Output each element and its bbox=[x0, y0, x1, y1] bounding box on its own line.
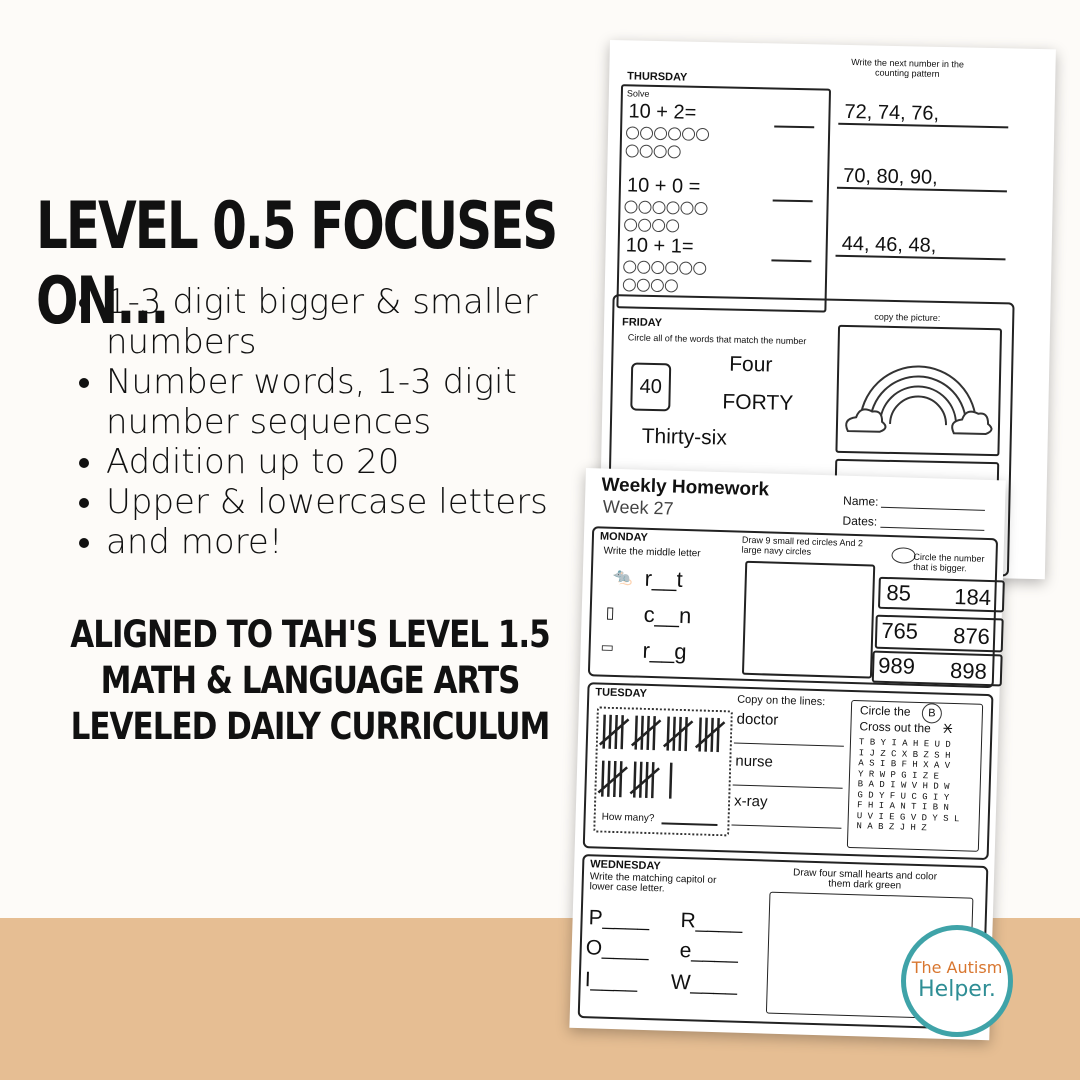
counter-circles bbox=[625, 126, 716, 164]
letter-blank: O____ bbox=[585, 936, 650, 962]
letter-grid-row: T B Y I A H E U D bbox=[858, 737, 951, 750]
dates-label: Dates: bbox=[842, 513, 878, 529]
letter-grid-row: I J Z C X B Z S H bbox=[858, 747, 951, 761]
letter-blank: P____ bbox=[588, 906, 650, 932]
number-card: 40 bbox=[630, 363, 671, 412]
number-pair bbox=[878, 577, 1005, 613]
letter-grid-row: U V I E G V D Y S L bbox=[856, 810, 960, 824]
aligned-text bbox=[40, 612, 580, 750]
circle-letter: B bbox=[922, 703, 943, 724]
copy-picture-label: copy the picture: bbox=[874, 311, 941, 323]
focus-item: • Addition up to 20 bbox=[106, 442, 626, 482]
number-word: Thirty-six bbox=[641, 424, 728, 450]
copy-word: doctor bbox=[736, 710, 779, 729]
copy-word: x-ray bbox=[733, 792, 768, 811]
pattern-instruction: Write the next number in the counting pattern bbox=[851, 57, 965, 79]
autism-helper-logo bbox=[901, 925, 1013, 1037]
focus-list bbox=[70, 282, 626, 562]
number-word: FORTY bbox=[722, 390, 794, 415]
number-word: Four bbox=[728, 352, 773, 377]
hearts-instruction: Draw four small hearts and color them dark green bbox=[792, 867, 938, 892]
logo-line: Helper. bbox=[918, 977, 996, 1002]
rainbow-picture bbox=[837, 327, 1000, 454]
copy-word: nurse bbox=[735, 752, 774, 771]
number-pair bbox=[872, 651, 1003, 687]
name-label: Name: bbox=[842, 493, 879, 509]
letter-search-box bbox=[847, 700, 983, 852]
answer-line bbox=[771, 259, 811, 262]
circle-drawing-box bbox=[742, 561, 875, 679]
pattern-line bbox=[838, 123, 1008, 129]
cross-instruction: Cross out the bbox=[859, 719, 932, 736]
aligned-line: ALIGNED TO TAH'S LEVEL 1.5 bbox=[70, 613, 550, 657]
bigger-instruction: Circle the number that is bigger. bbox=[913, 551, 985, 574]
focus-item: • Number words, 1-3 digit number sequences bbox=[106, 362, 626, 442]
letter-blank: e____ bbox=[679, 938, 739, 964]
aligned-line: LEVELED DAILY CURRICULUM bbox=[70, 705, 550, 749]
number-option: 898 bbox=[949, 657, 988, 684]
how-many-label: How many? bbox=[601, 811, 655, 825]
letter-word: r__g bbox=[642, 637, 688, 665]
headline: LEVEL 0.5 FOCUSES ON... bbox=[36, 188, 557, 339]
rainbow-box bbox=[835, 325, 1002, 456]
copy-instruction: Copy on the lines: bbox=[737, 693, 826, 709]
tally-marks bbox=[596, 708, 731, 812]
friday-label: FRIDAY bbox=[621, 316, 663, 330]
letter-grid-row: N A B Z J H Z bbox=[856, 821, 927, 834]
letter-blank: R____ bbox=[680, 909, 743, 934]
answer-line bbox=[661, 822, 717, 826]
number-pair bbox=[875, 615, 1004, 653]
focus-item: • Upper & lowercase letters bbox=[106, 482, 626, 522]
answer-line bbox=[773, 199, 813, 202]
problem: 10 + 1= bbox=[625, 234, 694, 258]
pattern-line bbox=[837, 187, 1007, 193]
wednesday-label: WEDNESDAY bbox=[590, 858, 661, 873]
number-option: 184 bbox=[953, 583, 992, 611]
pattern-line bbox=[836, 255, 1006, 261]
thursday-label: THURSDAY bbox=[627, 70, 688, 84]
number-option: 989 bbox=[877, 652, 916, 679]
logo-line: The Autism bbox=[911, 958, 1003, 977]
letter-grid-row: B A D I W V H D W bbox=[857, 779, 950, 792]
animal-picture: 🐀 bbox=[612, 568, 633, 587]
problem: 10 + 2= bbox=[628, 100, 697, 124]
letter-word: r__t bbox=[644, 565, 684, 592]
dates-line bbox=[880, 527, 984, 531]
worksheet-week: Week 27 bbox=[602, 496, 674, 519]
number-option: 85 bbox=[886, 579, 912, 606]
letter-grid bbox=[856, 737, 977, 835]
solve-label: Solve bbox=[626, 88, 650, 99]
wednesday-instruction: Write the matching capitol or lower case letter. bbox=[589, 871, 717, 895]
draw-circles-instruction: Draw 9 small red circles And 2 large navy circles bbox=[741, 534, 864, 557]
counter-circles bbox=[624, 200, 715, 238]
aligned-line: MATH & LANGUAGE ARTS bbox=[100, 659, 520, 703]
name-line bbox=[881, 507, 985, 511]
letter-grid-row: G D Y F U C G I Y bbox=[857, 789, 950, 803]
letter-grid-row: F H I A N T I B N bbox=[856, 800, 950, 813]
friday-instruction: Circle all of the words that match the number bbox=[627, 332, 807, 347]
pattern: 70, 80, 90, bbox=[842, 164, 938, 189]
middle-letter-instruction: Write the middle letter bbox=[603, 545, 701, 560]
focus-item: • 1-3 digit bigger & smaller numbers bbox=[106, 282, 626, 362]
number-option: 765 bbox=[880, 617, 919, 644]
letter-word: c__n bbox=[643, 601, 692, 629]
pattern: 44, 46, 48, bbox=[841, 232, 937, 257]
number-option: 876 bbox=[952, 622, 991, 650]
cross-letter: X bbox=[943, 720, 953, 736]
monday-label: MONDAY bbox=[599, 530, 649, 544]
letter-grid-row: Y R W P G I Z E bbox=[857, 768, 940, 782]
rug-picture: ▭ bbox=[600, 638, 615, 655]
answer-line bbox=[774, 125, 814, 128]
focus-item: • and more! bbox=[106, 522, 626, 562]
can-picture: ▯ bbox=[605, 604, 615, 622]
solve-box bbox=[616, 84, 831, 312]
tally-box bbox=[593, 706, 733, 836]
letter-blank: W____ bbox=[670, 970, 738, 996]
letter-grid-row: A S I B F H X A V bbox=[858, 758, 951, 771]
counter-circles bbox=[623, 260, 714, 298]
worksheet-title: Weekly Homework bbox=[601, 474, 770, 501]
letter-blank: I____ bbox=[584, 968, 638, 993]
tuesday-label: TUESDAY bbox=[595, 686, 648, 700]
circle-instruction: Circle the bbox=[859, 703, 911, 719]
pattern: 72, 74, 76, bbox=[844, 100, 940, 125]
problem: 10 + 0 = bbox=[626, 174, 701, 198]
